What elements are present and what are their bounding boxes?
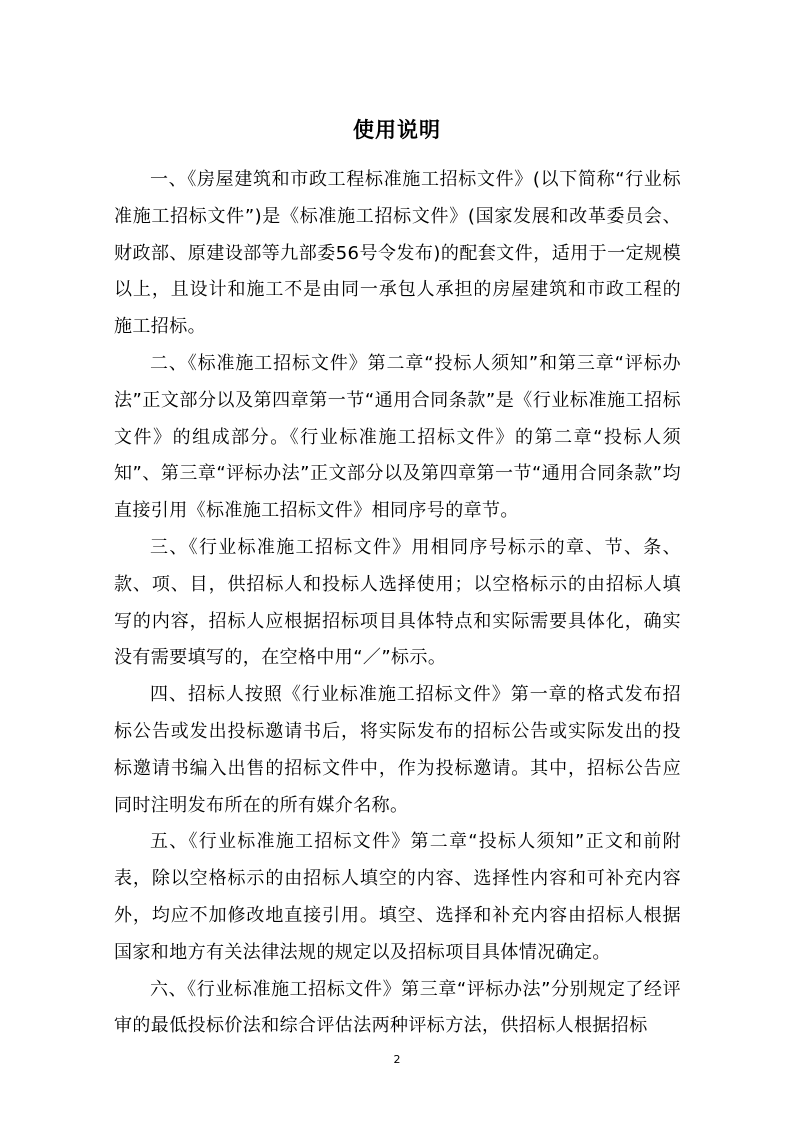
paragraph-6: 六、《行业标准施工招标文件》第三章“评标办法”分别规定了经评审的最低投标价法和综合评估法两种评标方法，供招标人根据招标: [114, 978, 681, 1037]
paragraph-3: 三、《行业标准施工招标文件》用相同序号标示的章、节、条、款、项、目，供招标人和投标人选择使用；以空格标示的由招标人填写的内容，招标人应根据招标项目具体特点和实际需要具体化，确实没有需要填写的，在空格中用“／”标示。: [114, 536, 681, 669]
document-body: [114, 162, 681, 1045]
page-number: 2: [393, 1053, 401, 1066]
paragraph-1: 一、《房屋建筑和市政工程标准施工招标文件》(以下简称“行业标准施工招标文件”)是《标准施工招标文件》(国家发展和改革委员会、财政部、原建设部等九部委56号令发布)的配套文件，适用于一定规模以上，且设计和施工不是由同一承包人承担的房屋建筑和市政工程的施工招标。: [114, 169, 681, 338]
document-title: 使用说明: [353, 118, 441, 142]
paragraph-5: 五、《行业标准施工招标文件》第二章“投标人须知”正文和前附表，除以空格标示的由招标人填空的内容、选择性内容和可补充内容外，均应不加修改地直接引用。填空、选择和补充内容由招标人根据国家和地方有关法律法规的规定以及招标项目具体情况确定。: [114, 831, 681, 963]
paragraph-4: 四、招标人按照《行业标准施工招标文件》第一章的格式发布招标公告或发出投标邀请书后，将实际发布的招标公告或实际发出的投标邀请书编入出售的招标文件中，作为投标邀请。其中，招标公告应同时注明发布所在的所有媒介名称。: [114, 684, 681, 816]
paragraph-2: 二、《标准施工招标文件》第二章“投标人须知”和第三章“评标办法”正文部分以及第四章第一节“通用合同条款”是《行业标准施工招标文件》的组成部分。《行业标准施工招标文件》的第二章“投标人须知”、第三章“评标办法”正文部分以及第四章第一节“通用合同条款”均直接引用《标准施工招标文件》相同序号的章节。: [114, 352, 681, 522]
